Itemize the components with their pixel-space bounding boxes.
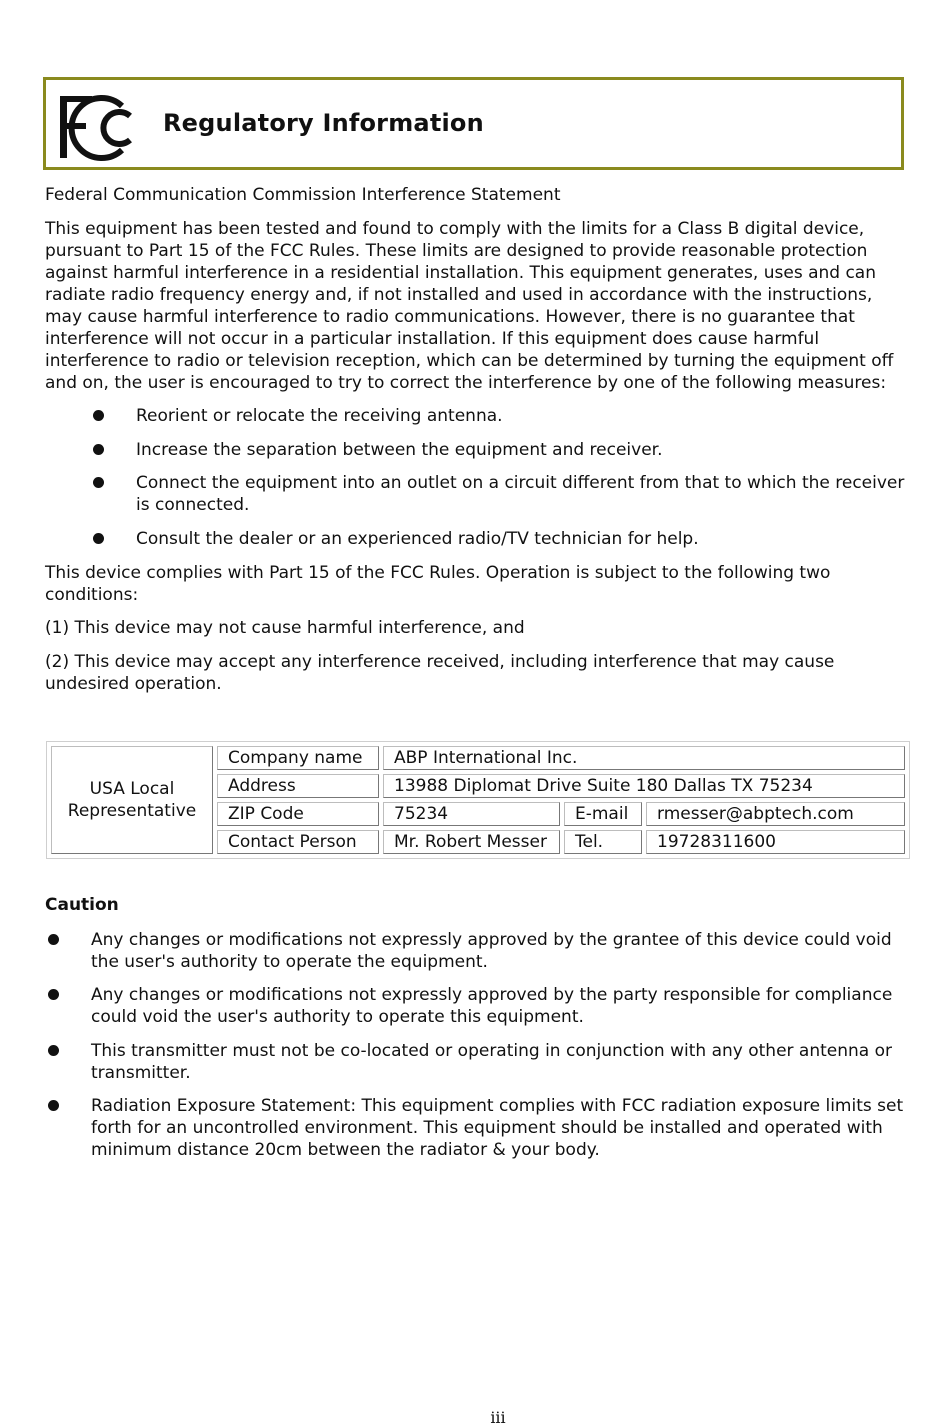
zip-value: 75234 xyxy=(383,802,560,826)
conditions-intro: This device complies with Part 15 of the FCC Rules. Operation is subject to the following two conditions: xyxy=(45,563,831,605)
list-item: Connect the equipment into an outlet on a circuit different from that to which the receiver is connected. xyxy=(136,473,905,515)
list-item: Any changes or modifications not expressly approved by the grantee of this device could void the user's authority to operate the equipment. xyxy=(91,930,892,972)
list-item: Consult the dealer or an experienced radio/TV technician for help. xyxy=(136,529,699,549)
page-number: iii xyxy=(490,1408,506,1427)
bullet-icon xyxy=(48,1100,59,1111)
bullet-icon xyxy=(93,444,104,455)
rep-label: USA Local Representative xyxy=(51,746,213,854)
list-item: Increase the separation between the equipment and receiver. xyxy=(136,440,663,460)
contact-label: Contact Person xyxy=(217,830,379,854)
company-label: Company name xyxy=(217,746,379,770)
list-item: Any changes or modifications not expressly approved by the party responsible for compliance could void the user's authority to operate this equipment. xyxy=(91,985,893,1027)
page-title: Regulatory Information xyxy=(163,109,484,137)
header-box xyxy=(43,77,904,170)
address-label: Address xyxy=(217,774,379,798)
tel-value: 19728311600 xyxy=(646,830,905,854)
section-heading: Federal Communication Commission Interference Statement xyxy=(45,185,561,205)
table-row xyxy=(51,746,905,770)
fcc-logo-icon xyxy=(56,92,138,162)
zip-label: ZIP Code xyxy=(217,802,379,826)
contact-value: Mr. Robert Messer xyxy=(383,830,560,854)
condition-item-1: (1) This device may not cause harmful interference, and xyxy=(45,618,525,638)
list-item: This transmitter must not be co-located or operating in conjunction with any other antenna or transmitter. xyxy=(91,1041,892,1083)
address-value: 13988 Diplomat Drive Suite 180 Dallas TX 75234 xyxy=(383,774,905,798)
condition-item-2: (2) This device may accept any interference received, including interference that may cause undesired operation. xyxy=(45,652,835,694)
representative-table xyxy=(46,741,910,859)
email-label: E-mail xyxy=(564,802,642,826)
email-value: rmesser@abptech.com xyxy=(646,802,905,826)
bullet-icon xyxy=(93,533,104,544)
bullet-icon xyxy=(48,989,59,1000)
bullet-icon xyxy=(93,477,104,488)
list-item: Radiation Exposure Statement: This equipment complies with FCC radiation exposure limits set forth for an uncontrolled environment. This equipment should be installed and operated with minimum distance 20cm between the radiator & your body. xyxy=(91,1096,904,1160)
bullet-icon xyxy=(48,1045,59,1056)
bullet-icon xyxy=(93,410,104,421)
list-item: Reorient or relocate the receiving antenna. xyxy=(136,406,503,426)
caution-heading: Caution xyxy=(45,895,119,915)
company-value: ABP International Inc. xyxy=(383,746,905,770)
tel-label: Tel. xyxy=(564,830,642,854)
bullet-icon xyxy=(48,934,59,945)
intro-paragraph: This equipment has been tested and found to comply with the limits for a Class B digital device, pursuant to Part 15 of the FCC Rules. These limits are designed to provide reasonable protection against harmful interference in a residential installation. This equipment generates, uses and can radiate radio frequency energy and, if not installed and used in accordance with the instructions, may cause harmful interference to radio communications. However, there is no guarantee that interference will not occur in a particular installation. If this equipment does cause harmful interference to radio or television reception, which can be determined by turning the equipment off and on, the user is encouraged to try to correct the interference by one of the following measures: xyxy=(45,219,894,393)
